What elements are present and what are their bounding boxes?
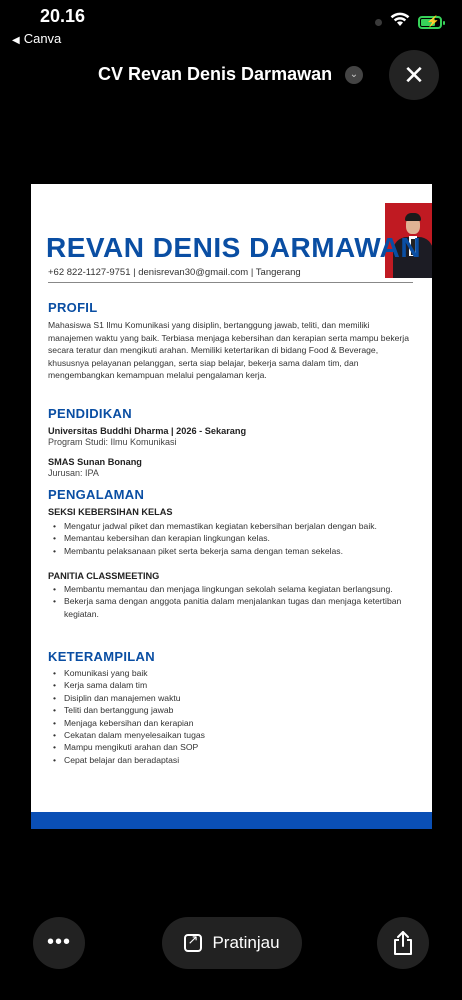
list-item: • Cekatan dalam menyelesaikan tugas xyxy=(51,729,411,741)
list-item: • Menjaga kebersihan dan kerapian xyxy=(51,717,411,729)
list-item: • Bekerja sama dengan anggota panitia dalam menjalankan tugas dan menjaga ketertiban kegiatan. xyxy=(51,595,411,620)
experience-role-title: PANITIA CLASSMEETING xyxy=(48,571,160,581)
back-app-label: Canva xyxy=(23,31,62,46)
header-divider xyxy=(48,282,413,283)
experience-role-title: SEKSI KEBERSIHAN KELAS xyxy=(48,507,173,517)
cv-name: REVAN DENIS DARMAWAN xyxy=(46,232,422,263)
list-item: • Disiplin dan manajemen waktu xyxy=(51,692,411,704)
camera-indicator-dot xyxy=(375,19,382,26)
wifi-icon xyxy=(390,12,410,32)
list-item: • Komunikasi yang baik xyxy=(51,667,411,679)
more-options-button[interactable]: ••• xyxy=(33,917,85,969)
education-detail: Jurusan: IPA xyxy=(48,468,99,478)
list-item: • Mampu mengikuti arahan dan SOP xyxy=(51,741,411,753)
back-arrow-icon: ◀ xyxy=(12,35,20,46)
preview-label: Pratinjau xyxy=(212,933,280,952)
section-heading-education: PENDIDIKAN xyxy=(48,406,132,421)
skills-list xyxy=(51,667,411,766)
title-chevron-down-icon[interactable]: ⌄ xyxy=(345,66,363,84)
section-heading-experience: PENGALAMAN xyxy=(48,487,145,502)
list-item: • Cepat belajar dan beradaptasi xyxy=(51,754,411,766)
charging-bolt-icon: ⚡ xyxy=(426,15,440,28)
list-item: • Memantau kebersihan dan kerapian lingkungan kelas. xyxy=(51,532,411,544)
experience-bullet-list xyxy=(51,583,411,620)
education-school: Universitas Buddhi Dharma | 2026 - Sekarang xyxy=(48,426,247,436)
section-heading-profile: PROFIL xyxy=(48,300,98,315)
page-footer-bar xyxy=(31,812,432,829)
share-icon xyxy=(392,943,414,960)
back-to-app-link[interactable] xyxy=(12,31,61,46)
battery-charging-icon xyxy=(418,16,442,29)
section-heading-skills: KETERAMPILAN xyxy=(48,649,155,664)
status-bar xyxy=(0,0,462,48)
system-indicators xyxy=(375,12,442,32)
list-item: • Mengatur jadwal piket dan memastikan kegiatan kebersihan berjalan dengan baik. xyxy=(51,520,411,532)
list-item: • Membantu memantau dan menjaga lingkungan sekolah selama kegiatan berlangsung. xyxy=(51,583,411,595)
share-button[interactable] xyxy=(377,917,429,969)
list-item: • Kerja sama dalam tim xyxy=(51,679,411,691)
list-item: • Membantu pelaksanaan piket serta bekerja sama dengan teman sekelas. xyxy=(51,545,411,557)
status-time: 20.16 xyxy=(40,6,86,26)
experience-bullet-list xyxy=(51,520,411,557)
document-page[interactable] xyxy=(31,184,432,829)
education-school: SMAS Sunan Bonang xyxy=(48,457,142,467)
document-title[interactable]: CV Revan Denis Darmawan xyxy=(98,64,333,84)
preview-button[interactable] xyxy=(162,917,302,969)
open-external-icon xyxy=(184,934,202,952)
cv-contact: +62 822-1127-9751 | denisrevan30@gmail.com | Tangerang xyxy=(48,267,301,278)
education-detail: Program Studi: Ilmu Komunikasi xyxy=(48,437,177,447)
profile-text: Mahasiswa S1 Ilmu Komunikasi yang disiplin, bertanggung jawab, teliti, dan memiliki manajemen waktu yang baik. Terbiasa menjaga kebersihan dan kerapian serta mampu bekerja secara teratur dan mengikuti arahan. Memiliki ketertarikan di bidang Food & Beverage, khususnya pelayanan pelanggan, serta siap belajar, bekerja sama dalam tim, dan mengembangkan kemampuan melalui pengalaman kerja. xyxy=(48,320,409,380)
list-item: • Teliti dan bertanggung jawab xyxy=(51,704,411,716)
close-button[interactable]: ✕ xyxy=(389,50,439,100)
